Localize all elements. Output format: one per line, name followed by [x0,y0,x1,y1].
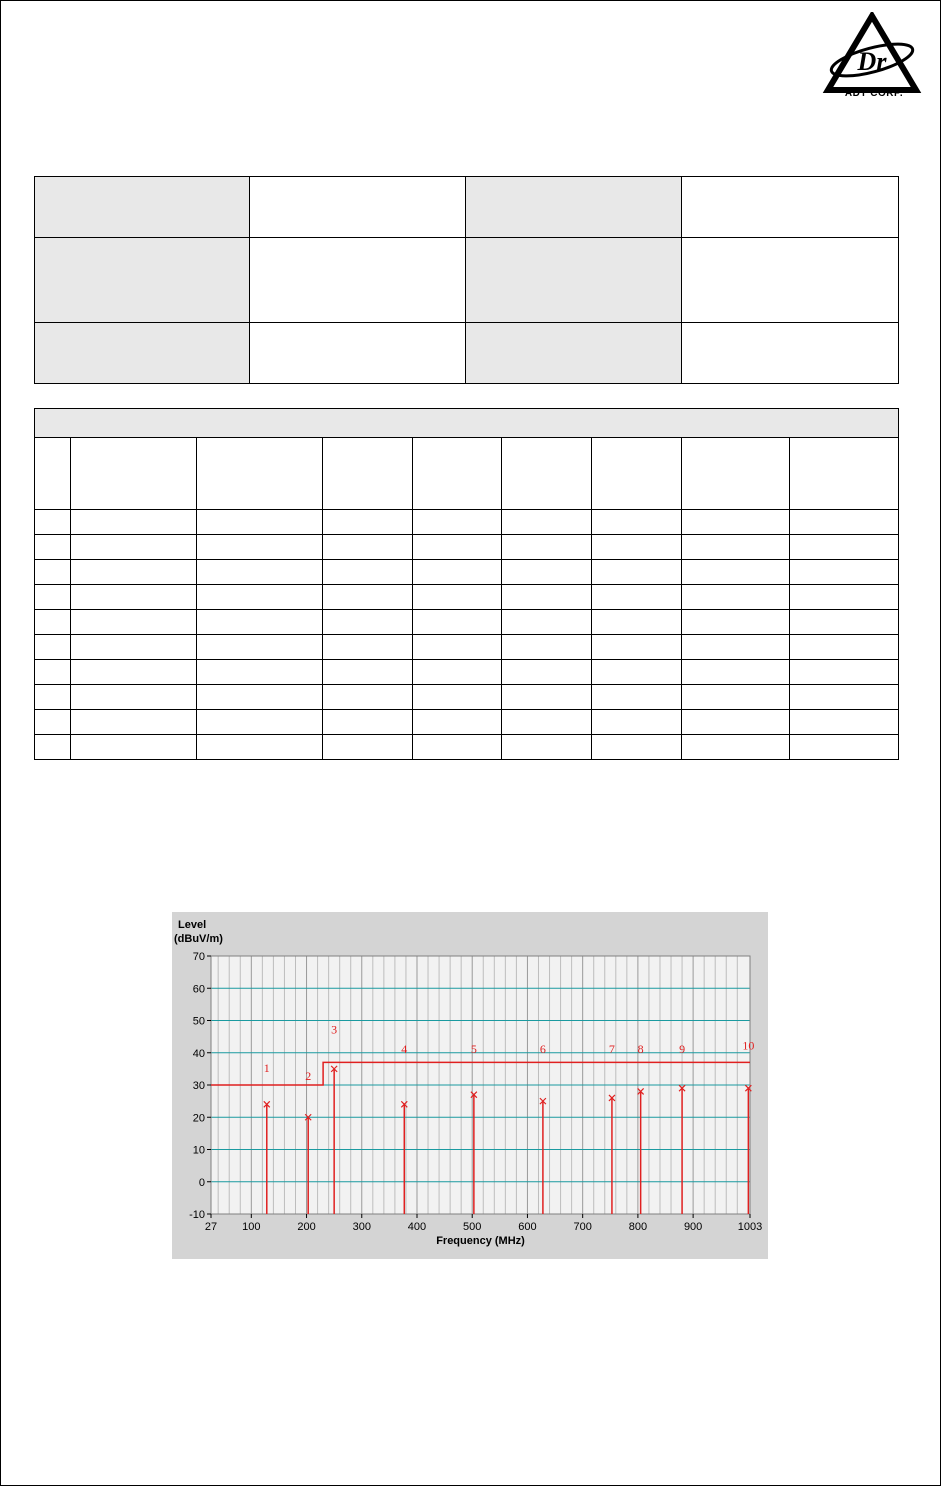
emission-chart [172,912,768,1259]
info-label-cell [35,323,250,384]
table-cell [412,610,502,635]
table-cell [682,510,790,535]
info-label-cell [466,238,682,323]
table-cell [196,685,322,710]
info-label-cell [466,177,682,238]
y-tick-label: 60 [192,983,205,996]
x-tick-label: 800 [628,1221,648,1233]
table-cell [322,510,412,535]
table-row [35,510,899,535]
table-cell [682,585,790,610]
table-cell [196,535,322,560]
table-cell [196,560,322,585]
column-header-row [35,438,899,510]
table-row [35,635,899,660]
y-tick-label: 30 [192,1080,205,1092]
table-row [35,710,899,735]
table-cell [412,660,502,685]
table-row [35,610,899,635]
y-tick-label: 40 [192,1047,205,1060]
table-row [35,660,899,685]
table-cell [70,585,196,610]
marker-label: 7 [608,1041,615,1056]
table-cell [412,585,502,610]
table-cell [412,510,502,535]
marker-label: 3 [331,1022,338,1037]
table-cell [322,735,412,760]
table-cell [322,685,412,710]
table-cell [682,560,790,585]
table-cell [682,610,790,635]
x-axis-label: Frequency (MHz) [436,1235,525,1247]
table-row [35,560,899,585]
marker-label: 6 [539,1041,546,1056]
table-cell [412,535,502,560]
table-cell [502,660,592,685]
table-title-bar [35,409,899,438]
table-cell [790,585,899,610]
x-tick-label: 100 [242,1221,261,1233]
info-value-cell [249,238,466,323]
chart-svg [172,912,768,1259]
table-cell [682,535,790,560]
info-label-cell [466,323,682,384]
table-cell [70,710,196,735]
table-cell [790,685,899,710]
table-row [35,685,899,710]
x-tick-label: 27 [204,1221,218,1233]
table-cell [592,710,682,735]
column-header [196,438,322,510]
x-tick-label: 300 [352,1221,371,1233]
table-cell [70,510,196,535]
marker-label: 9 [679,1041,686,1056]
logo-mark: Dr [857,47,887,76]
marker-label: 2 [305,1069,312,1084]
table-cell [35,585,71,610]
table-cell [412,710,502,735]
table-cell [682,660,790,685]
y-tick-label: 10 [192,1144,205,1157]
x-tick-label: 900 [683,1221,703,1233]
table-cell [592,610,682,635]
table-cell [502,585,592,610]
info-label-cell [35,238,250,323]
table-cell [502,635,592,660]
table-cell [35,635,71,660]
table-cell [70,560,196,585]
table-cell [592,510,682,535]
table-cell [592,560,682,585]
table-cell [35,610,71,635]
table-cell [322,585,412,610]
column-header [592,438,682,510]
info-value-cell [682,177,899,238]
x-tick-label: 200 [297,1221,316,1233]
logo-text: ADT CORP. [844,88,904,99]
table-cell [682,685,790,710]
column-header [70,438,196,510]
x-tick-label: 500 [463,1221,482,1233]
table-cell [70,535,196,560]
table-cell [502,710,592,735]
marker-label: 8 [637,1041,644,1056]
table-row [35,535,899,560]
x-tick-label: 400 [407,1221,427,1233]
column-header [502,438,592,510]
info-value-cell [682,238,899,323]
table-cell [322,635,412,660]
info-value-cell [249,323,466,384]
table-cell [682,710,790,735]
table-cell [322,610,412,635]
y-tick-label: 70 [192,951,205,963]
y-axis-unit: (dBuV/m) [174,933,223,945]
table-cell [502,610,592,635]
table-cell [682,635,790,660]
table-cell [196,610,322,635]
table-cell [70,685,196,710]
table-cell [790,510,899,535]
table-cell [790,660,899,685]
table-cell [790,560,899,585]
table-cell [790,535,899,560]
marker-label: 10 [742,1038,755,1053]
table-cell [790,710,899,735]
y-tick-label: 50 [192,1015,205,1028]
table-cell [790,610,899,635]
table-cell [412,635,502,660]
table-cell [592,585,682,610]
table-cell [35,510,71,535]
table-cell [35,685,71,710]
table-cell [502,685,592,710]
table-cell [322,710,412,735]
table-cell [196,585,322,610]
y-tick-label: 0 [198,1176,205,1189]
info-label-cell [35,177,250,238]
table-cell [35,660,71,685]
table-cell [592,685,682,710]
info-table [34,176,899,384]
y-axis-label: Level [178,919,207,931]
table-cell [322,660,412,685]
table-cell [502,535,592,560]
table-cell [592,735,682,760]
table-cell [502,510,592,535]
table-cell [322,560,412,585]
table-cell [196,510,322,535]
table-cell [322,535,412,560]
table-cell [70,635,196,660]
table-cell [35,535,71,560]
measurement-table [34,408,899,760]
table-cell [790,735,899,760]
column-header [35,438,71,510]
table-cell [790,635,899,660]
x-tick-label: 600 [518,1221,537,1233]
info-value-cell [682,323,899,384]
table-cell [196,710,322,735]
table-cell [412,735,502,760]
column-header [682,438,790,510]
x-tick-label: 700 [573,1221,592,1233]
marker-label: 1 [263,1061,270,1076]
table-cell [196,735,322,760]
y-tick-label: -10 [189,1209,205,1221]
table-cell [592,660,682,685]
table-cell [35,560,71,585]
table-cell [682,735,790,760]
table-cell [502,735,592,760]
marker-label: 4 [401,1041,408,1056]
column-header [322,438,412,510]
marker-label: 5 [470,1041,477,1056]
table-cell [592,635,682,660]
table-cell [70,660,196,685]
table-row [35,735,899,760]
x-tick-label: 1003 [737,1221,763,1233]
table-cell [502,560,592,585]
info-value-cell [249,177,466,238]
table-cell [412,685,502,710]
table-cell [70,735,196,760]
column-header [790,438,899,510]
y-tick-label: 20 [192,1112,205,1125]
table-cell [592,535,682,560]
table-cell [412,560,502,585]
table-cell [35,735,71,760]
table-row [35,585,899,610]
table-cell [35,710,71,735]
column-header [412,438,502,510]
table-cell [196,660,322,685]
table-cell [70,610,196,635]
table-cell [196,635,322,660]
